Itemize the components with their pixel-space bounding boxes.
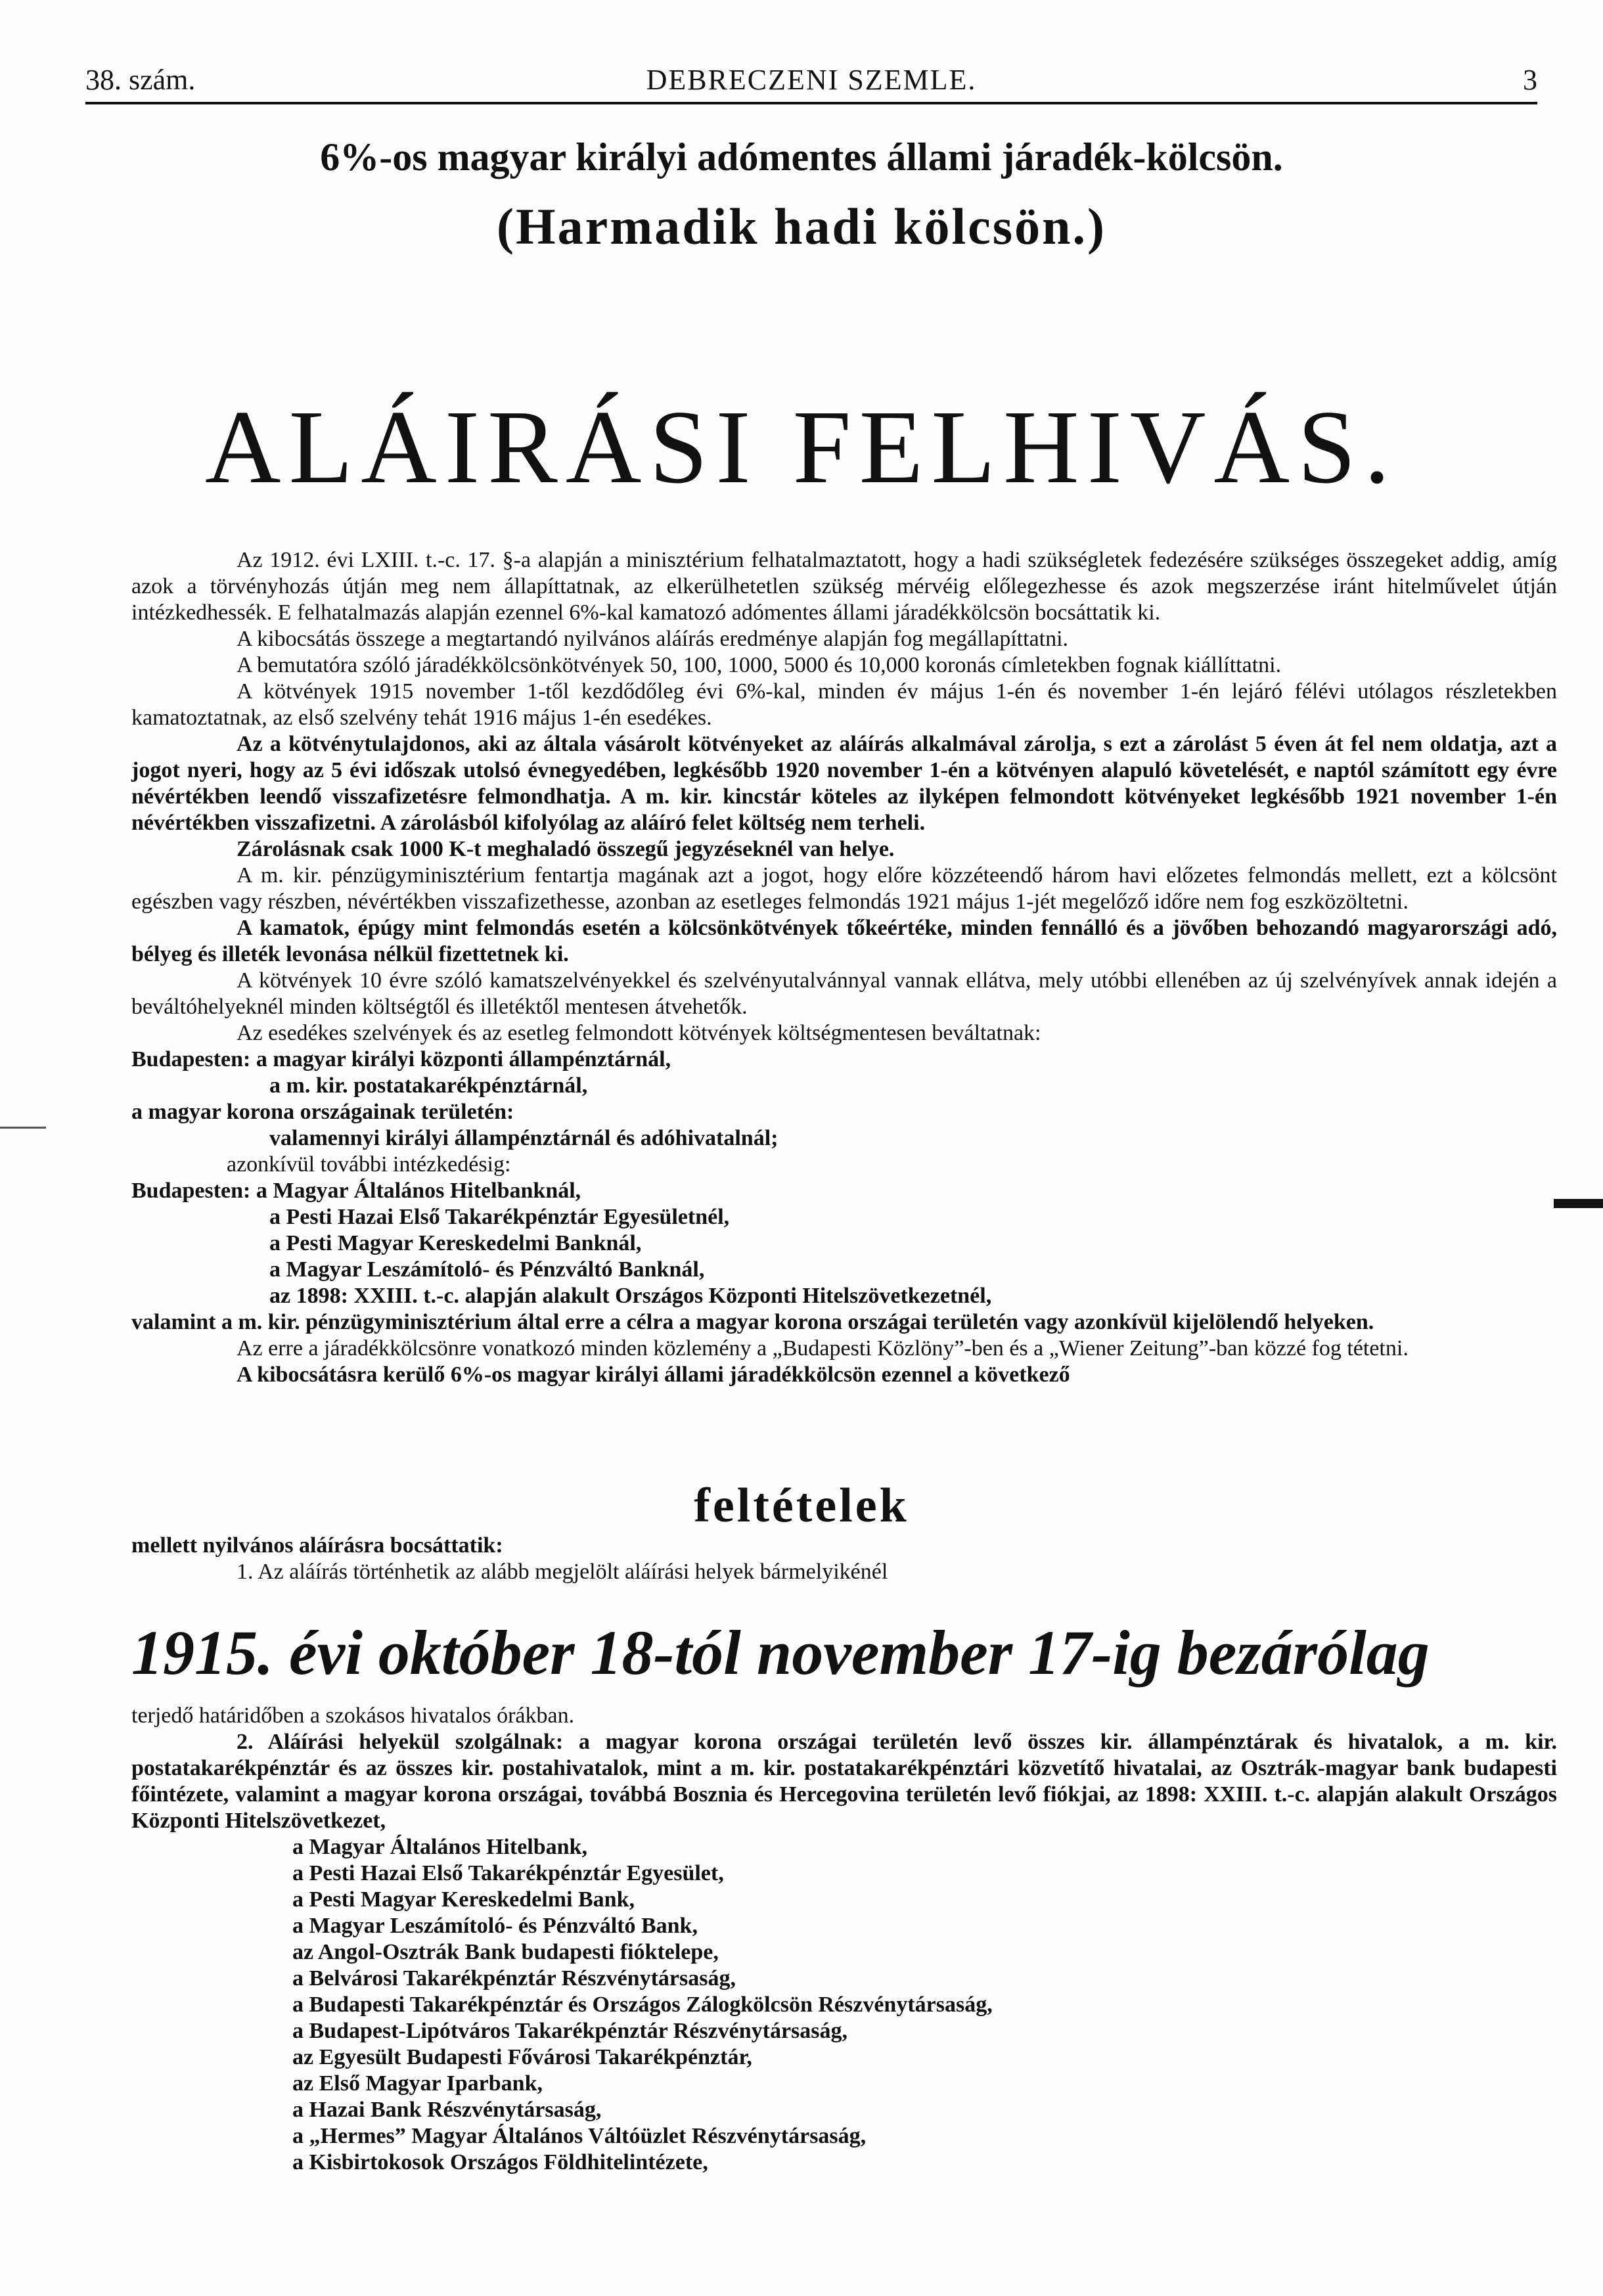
- loan-title: 6%-os magyar királyi adómentes állami járadék-kölcsön.: [320, 135, 1283, 179]
- page-header: [85, 63, 1537, 102]
- paragraph: a Magyar Általános Hitelbank,: [292, 1835, 587, 1859]
- paragraph: a Hazai Bank Részvénytársaság,: [292, 2098, 602, 2122]
- paragraph: valamennyi királyi állampénztárnál és adóhivatalnál;: [269, 1126, 779, 1150]
- paragraph: A kötvények 10 évre szóló kamatszelvényekkel és szelvényutalvánnyal vannak ellátva, mely utóbbi ellenében az új szelvényívek annak idején a beváltóhelyeknél minden költségtől és illetéktől mentesen átvehetők.: [131, 968, 1557, 1019]
- paragraph: a Pesti Hazai Első Takarékpénztár Egyesületnél,: [269, 1205, 730, 1229]
- paragraph: az Egyesült Budapesti Fővárosi Takarékpénztár,: [292, 2045, 752, 2069]
- paragraph: A kibocsátás összege a megtartandó nyilvános aláírás eredménye alapján fog megállapíttatni.: [237, 627, 1069, 651]
- paragraph: a Magyar Leszámítoló- és Pénzváltó Banknál,: [269, 1257, 705, 1282]
- body-text-subscription-places: [131, 1703, 1557, 2176]
- header-rule: [85, 102, 1537, 104]
- subscription-period: 1915. évi október 18-tól november 17-ig bezárólag: [131, 1617, 1430, 1688]
- paragraph: A kötvények 1915 november 1-től kezdődőleg évi 6%-kal, minden év május 1-én és november 1-én lejáró félévi utólagos részletekben kamatoztatnak, az első szelvény tehát 1916 május 1-én esedékes.: [131, 679, 1557, 730]
- newspaper-title: DEBRECZENI SZEMLE.: [646, 64, 977, 96]
- paragraph: Az 1912. évi LXIII. t.-c. 17. §-a alapján a minisztérium felhatalmaztatott, hogy a hadi szükségletek fedezésére szükséges összegeket addig, amíg azok a törvényhozás útján meg nem állapíttatnak, az elkerülhetetlen szükség mérvéig előlegezhesse és azok megszerzése iránt hitelművelet útján intézkedhessék. E felhatalmazás alapján ezennel 6%-kal kamatozó adómentes állami járadékkölcsön bocsáttatik ki.: [131, 548, 1557, 625]
- paragraph: A kamatok, épúgy mint felmondás esetén a kölcsönkötvények tőkeértéke, minden fennálló és a jövőben behozandó magyarországi adó, bélyeg és illeték levonása nélkül fizettetnek ki.: [131, 916, 1557, 966]
- paragraph: a „Hermes” Magyar Általános Váltóüzlet Részvénytársaság,: [292, 2124, 867, 2148]
- paragraph: Az erre a járadékkölcsönre vonatkozó minden közlemény a „Budapesti Közlöny”-ben és a „Wiener Zeitung”-ban közzé fog tétetni.: [237, 1336, 1409, 1361]
- issue-number: 38. szám.: [85, 64, 196, 96]
- paragraph: terjedő határidőben a szokásos hivatalos órákban.: [131, 1703, 575, 1728]
- body-text-conditions: [131, 1533, 1557, 1585]
- paragraph: Budapesten: a Magyar Általános Hitelbanknál,: [131, 1179, 581, 1203]
- conditions-heading: feltételek: [694, 1479, 909, 1533]
- paragraph: a Pesti Magyar Kereskedelmi Banknál,: [269, 1231, 642, 1255]
- paragraph: a Belvárosi Takarékpénztár Részvénytársaság,: [292, 1966, 736, 1991]
- paragraph: mellett nyilvános aláírásra bocsáttatik:: [131, 1533, 503, 1558]
- scan-mark: [1554, 1199, 1603, 1208]
- paragraph: azonkívül további intézkedésig:: [227, 1152, 511, 1177]
- paragraph: A kibocsátásra kerülő 6%-os magyar királyi állami járadékkölcsön ezennel a következő: [237, 1362, 1070, 1387]
- scan-mark: [0, 1127, 46, 1129]
- page-number: 3: [1523, 64, 1537, 96]
- paragraph: a magyar korona országainak területén:: [131, 1100, 514, 1124]
- paragraph: A bemutatóra szóló járadékkölcsönkötvények 50, 100, 1000, 5000 és 10,000 koronás címletekben fognak kiállíttatni.: [237, 653, 1282, 677]
- paragraph: a Budapesti Takarékpénztár és Országos Zálogkölcsön Részvénytársaság,: [292, 1992, 993, 2017]
- paragraph: az Angol-Osztrák Bank budapesti fióktelepe,: [292, 1940, 719, 1964]
- paragraph: Zárolásnak csak 1000 K-t meghaladó összegű jegyzéseknél van helye.: [237, 837, 895, 861]
- paragraph: Budapesten: a magyar királyi központi állampénztárnál,: [131, 1047, 671, 1071]
- paragraph: a Pesti Hazai Első Takarékpénztár Egyesület,: [292, 1861, 724, 1885]
- paragraph: a m. kir. postatakarékpénztárnál,: [269, 1073, 588, 1098]
- paragraph: az 1898: XXIII. t.-c. alapján alakult Országos Központi Hitelszövetkezetnél,: [269, 1284, 992, 1308]
- paragraph: Az a kötvénytulajdonos, aki az általa vásárolt kötvényeket az aláírás alkalmával zárolja, s ezt a zárolást 5 éven át fel nem oldatja, azt a jogot nyeri, hogy az 5 évi időszak utolsó évnegyedében, legkésőbb 1920 november 1-én a kötvényen alapuló követelését, e naptól számított egy évre névértékben leendő visszafizetésre felmondhatja. A m. kir. kincstár köteles az ilyképen felmondott kötvényeket legkésőbb 1921 november 1-én névértékben visszafizetni. A zárolásból kifolyólag az aláíró felet költség nem terheli.: [131, 732, 1557, 835]
- paragraph: az Első Magyar Iparbank,: [292, 2071, 543, 2096]
- paragraph: a Pesti Magyar Kereskedelmi Bank,: [292, 1887, 635, 1912]
- paragraph: 2. Aláírási helyekül szolgálnak: a magyar korona országai területén levő összes kir. állampénztárak és hivatalok, a m. kir. postatakarékpénztár és az összes kir. postahivatalok, mint a m. kir. postatakarékpénztári közvetítő hivatalai, az Osztrák-magyar bank budapesti főintézete, valamint a magyar korona országai, továbbá Bosznia és Hercegovina területén levő fiókjai, az 1898: XXIII. t.-c. alapján alakult Országos Központi Hitelszövetkezet,: [131, 1730, 1557, 1833]
- paragraph: a Kisbirtokosok Országos Földhitelintézete,: [292, 2150, 708, 2174]
- paragraph: valamint a m. kir. pénzügyminisztérium által erre a célra a magyar korona országai területén vagy azonkívül kijelölendő helyeken.: [131, 1310, 1374, 1334]
- paragraph: a Magyar Leszámítoló- és Pénzváltó Bank,: [292, 1914, 698, 1938]
- announcement-heading: ALÁIRÁSI FELHIVÁS.: [205, 388, 1398, 505]
- paragraph: 1. Az aláírás történhetik az alább megjelölt aláírási helyek bármelyikénél: [237, 1560, 888, 1584]
- loan-subtitle: (Harmadik hadi kölcsön.): [497, 198, 1106, 255]
- paragraph: a Budapest-Lipótváros Takarékpénztár Részvénytársaság,: [292, 2019, 848, 2043]
- paragraph: A m. kir. pénzügyminisztérium fentartja magának azt a jogot, hogy előre közzéteendő három havi előzetes felmondás mellett, ezt a kölcsönt egészben vagy részben, névértékben visszafizethesse, azonban az esetleges felmondás 1921 május 1-jét megelőző időre nem fog eszközöltetni.: [131, 863, 1557, 914]
- body-text-main: [131, 547, 1557, 1388]
- paragraph: Az esedékes szelvények és az esetleg felmondott kötvények költségmentesen beváltatnak:: [237, 1021, 1041, 1045]
